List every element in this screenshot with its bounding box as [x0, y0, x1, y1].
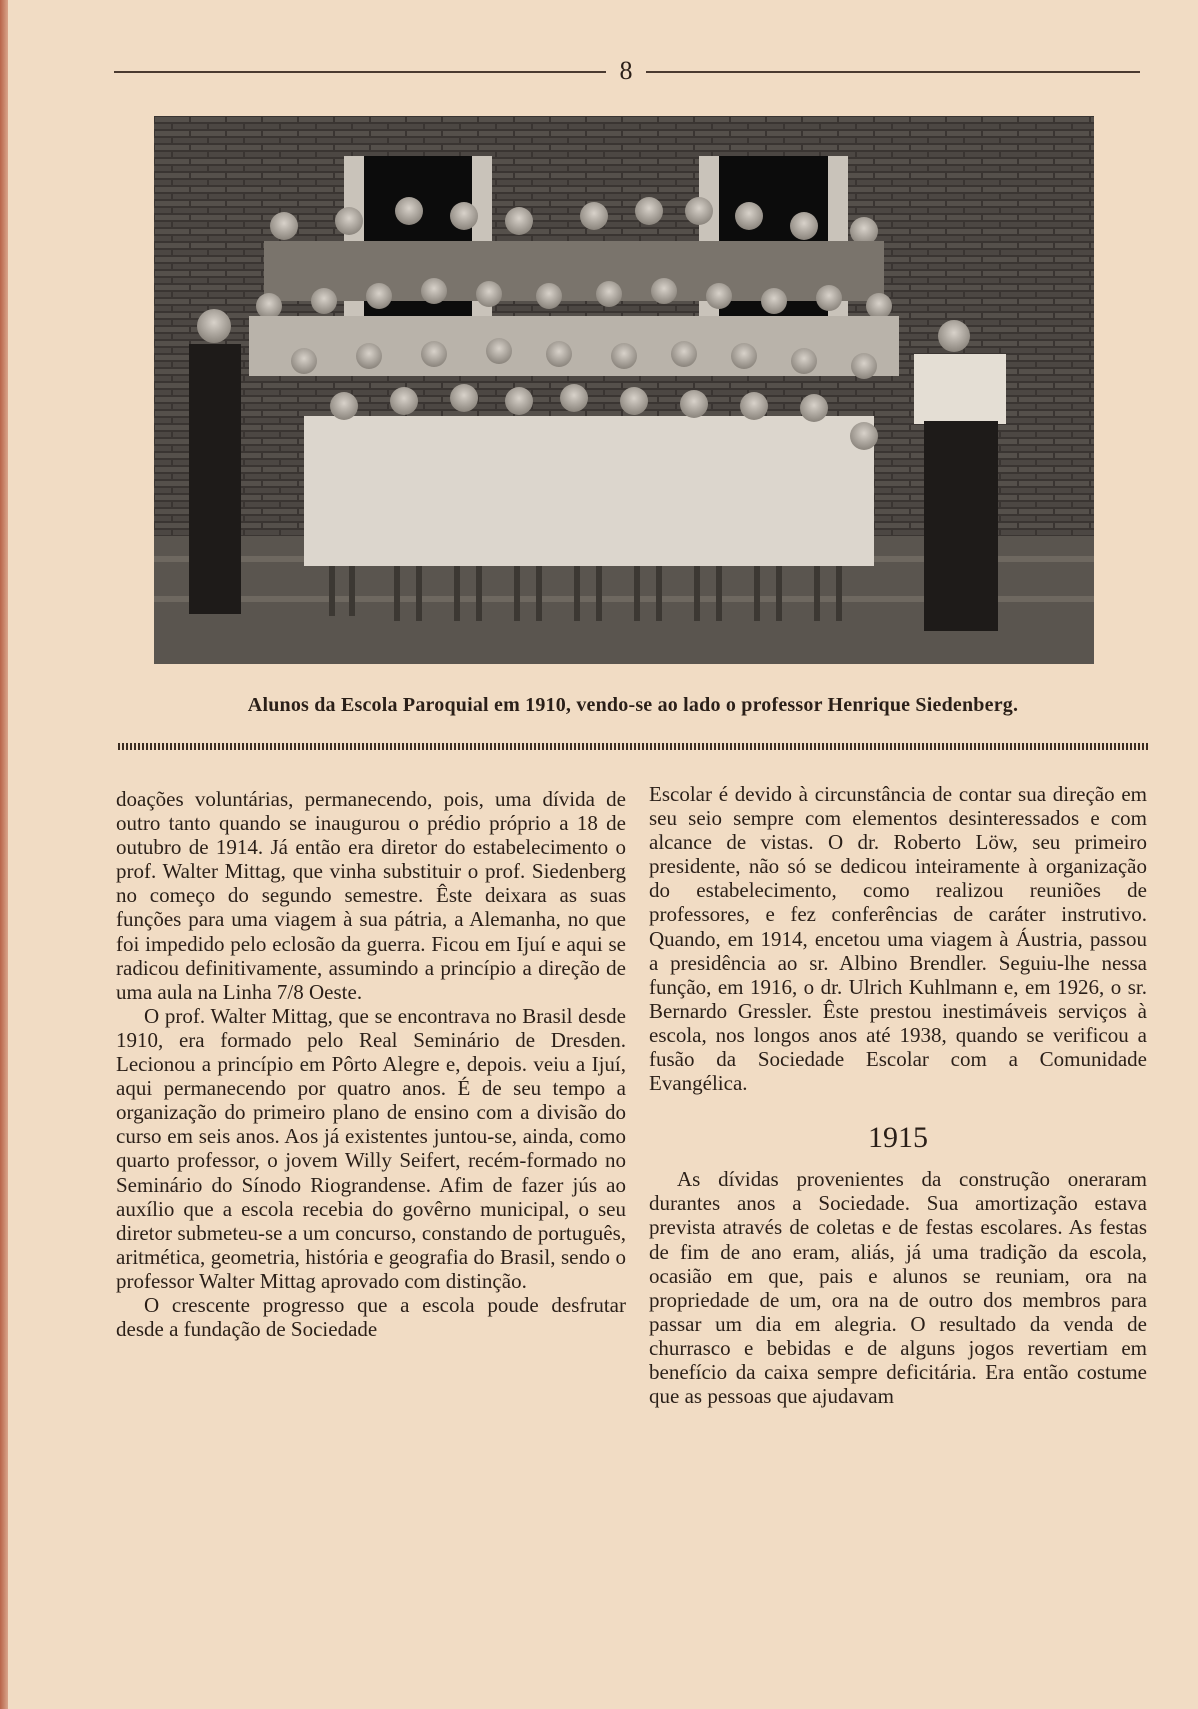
- page-header: [114, 58, 1140, 88]
- page-edge: [0, 0, 8, 1709]
- group-photo-icon: [154, 116, 1094, 664]
- right-paragraph-2: As dívidas provenientes da construção oneraram durantes anos a Sociedade. Sua amortização estava prevista através de coletas e de festas escolares. As festas de fim de ano eram, aliás, já uma tradição da escola, ocasião em que, pais e alunos se reuniam, ora na propriedade de um, ora na de outro dos membros para passar um dia em alegria. O resultado da venda de churrasco e bebidas e de alguns jogos revertiam em benefício da caixa sempre deficitária. Era então costume que as pessoas que ajudavam: [649, 1167, 1147, 1409]
- year-heading: 1915: [868, 1121, 928, 1155]
- header-rule-right: [646, 71, 1140, 73]
- right-column: [649, 782, 1147, 1408]
- page-number: 8: [619, 56, 633, 85]
- left-column: [116, 787, 626, 1341]
- group-photo: [154, 116, 1094, 664]
- header-rule-left: [114, 71, 606, 73]
- left-paragraph-2: O prof. Walter Mittag, que se encontrava no Brasil desde 1910, era formado pelo Real Seminário de Dresden. Lecionou a princípio em Pôrto Alegre e, depois. veiu a Ijuí, aqui permanecendo por quatro anos. É de seu tempo a organização do primeiro plano de ensino com a divisão do curso em seis anos. Aos já existentes juntou-se, ainda, como quarto professor, o jovem Willy Seifert, recém-formado no Seminário do Sínodo Riograndense. Afim de fazer jús ao auxílio que a escola recebia do govêrno municipal, o seu diretor submeteu-se a um concurso, constando de português, aritmética, geometria, história e geografia do Brasil, sendo o professor Walter Mittag aprovado com distinção.: [116, 1003, 626, 1293]
- dotted-divider: [118, 743, 1148, 750]
- left-paragraph-3: O crescente progresso que a escola poude desfrutar desde a fundação de Sociedade: [116, 1292, 626, 1342]
- left-paragraph-1: doações voluntárias, permanecendo, pois, uma dívida de outro tanto quando se inaugurou o prédio próprio a 18 de outubro de 1914. Já então era diretor do estabelecimento o prof. Walter Mittag, que vinha substituir o prof. Siedenberg no começo do segundo semestre. Êste deixara as suas funções para uma viagem à sua pátria, a Alemanha, no que foi impedido pelo eclosão da guerra. Ficou em Ijuí e aqui se radicou definitivamente, assumindo a princípio a direção de uma aula na Linha 7/8 Oeste.: [116, 787, 626, 1004]
- right-paragraph-1: Escolar é devido à circunstância de contar sua direção em seu seio sempre com elementos desinteressados e com alcance de vistas. O dr. Roberto Löw, seu primeiro presidente, não só se dedicou inteiramente à organização do estabelecimento, como realizou reuniões de professores, e fez conferências de caráter instrutivo. Quando, em 1914, encetou uma viagem à Áustria, passou a presidência ao sr. Albino Brendler. Seguiu-lhe nessa função, em 1916, o dr. Ulrich Kuhlmann e, em 1926, o sr. Bernardo Gressler. Êste prestou inestimáveis serviços à escola, nos longos anos até 1938, quando se verificou a fusão da Sociedade Escolar com a Comunidade Evangélica.: [649, 782, 1147, 1096]
- photo-caption: Alunos da Escola Paroquial em 1910, vendo-se ao lado o professor Henrique Siedenberg.: [247, 694, 1019, 716]
